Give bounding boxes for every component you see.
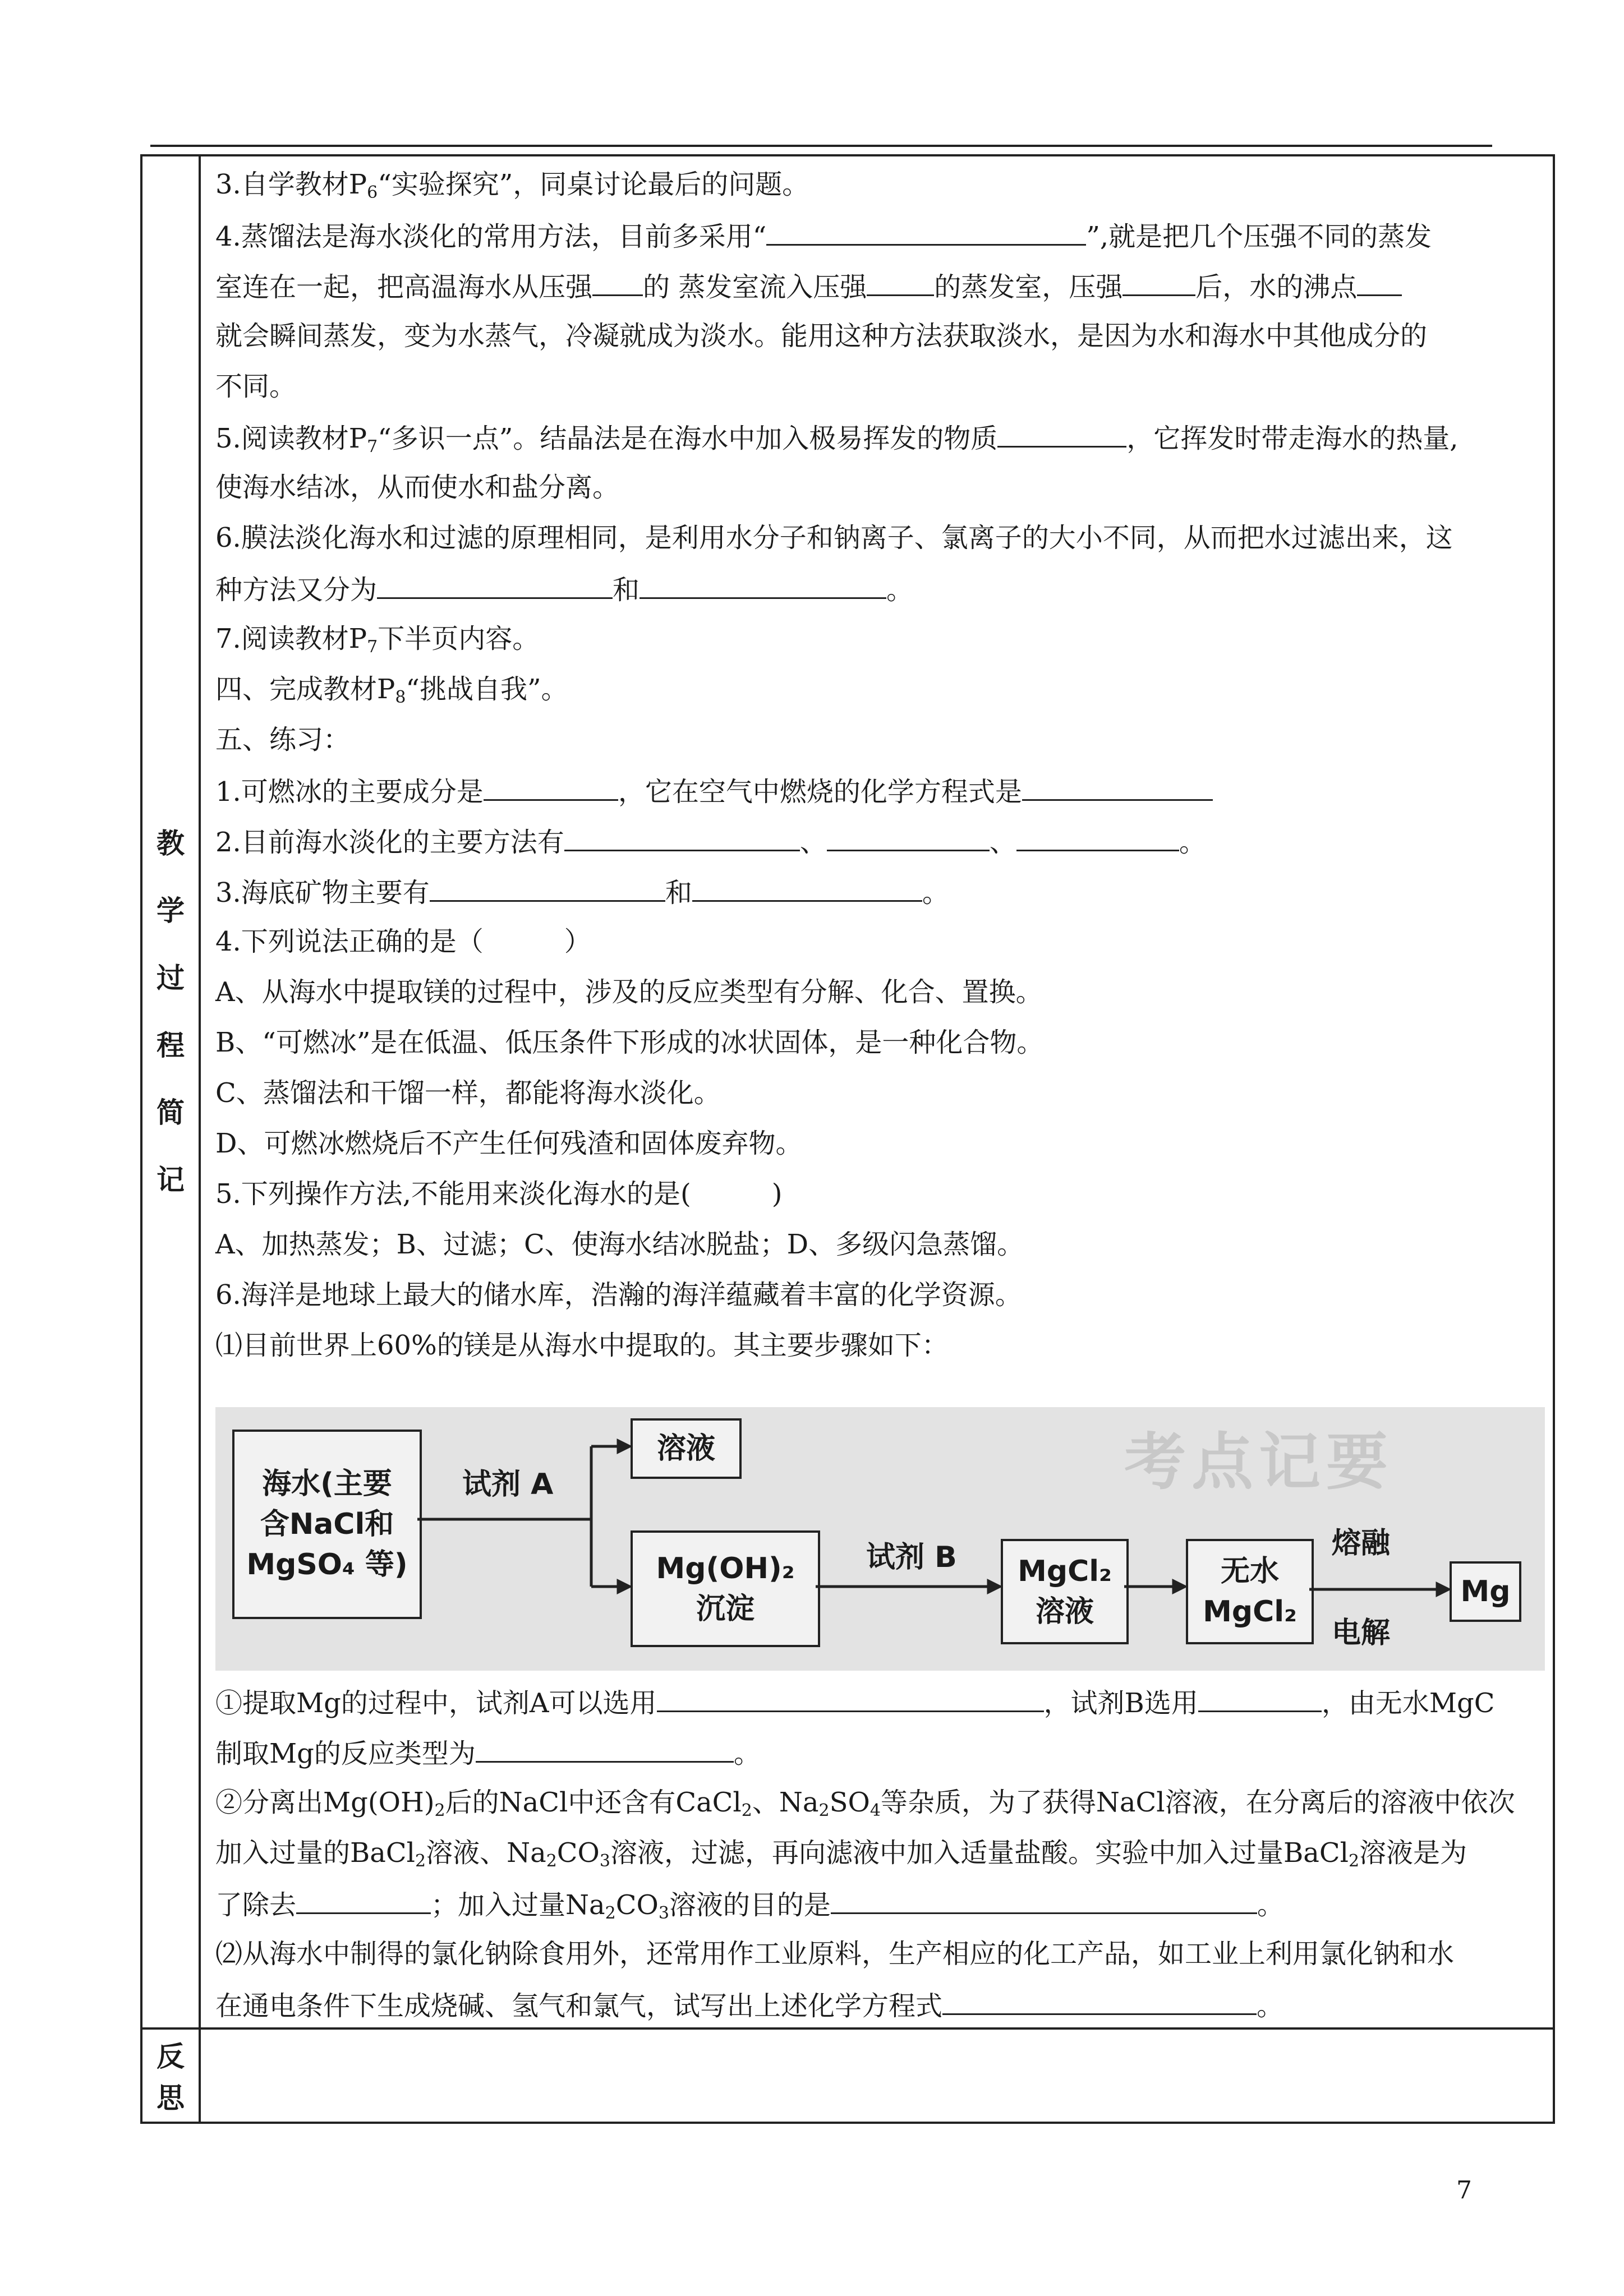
anhydrous-line-2: MgCl₂ [1203, 1595, 1297, 1629]
item-4-cont3: 不同。 [215, 371, 297, 402]
row-divider [142, 2027, 1553, 2030]
answer-blank[interactable] [377, 571, 613, 599]
item-5: 5.阅读教材$P_7“$多识一点”。结晶法是在海水中加入极易挥发的物质 ，它挥发时带走海水的热量, [215, 420, 1459, 464]
answer-blank[interactable] [867, 269, 934, 296]
answer-blank[interactable] [831, 1887, 1257, 1914]
reagent-a-label: 试剂 A [462, 1468, 554, 1501]
answer-blank[interactable] [997, 420, 1126, 448]
mgcl2-solution-line-1: MgCl₂ [1018, 1555, 1112, 1588]
magnesium-flowchart [215, 1407, 1545, 1671]
process-label-cell [142, 156, 201, 2030]
option-d: D、可燃冰燃烧后不产生任何残渣和固体废弃物。 [215, 1128, 803, 1159]
worksheet-table [140, 154, 1555, 2124]
question-6-1-1-cont: 制取Mg的反应类型为 。 [215, 1735, 761, 1771]
exercise-3: 3.海底矿物主要有 和 。 [215, 874, 949, 910]
answer-blank[interactable] [692, 874, 922, 902]
answer-blank[interactable] [476, 1735, 734, 1763]
page-number: 7 [1456, 2176, 1472, 2205]
side-char-2: 学 [157, 895, 185, 927]
answer-blank[interactable] [564, 824, 800, 851]
item-4-cont: 室连在一起，把高温海水从压强 的 蒸发室流入压强 的蒸发室，压强 后，水的沸点 [215, 269, 1402, 304]
reflection-char-2: 思 [157, 2082, 185, 2114]
answer-blank[interactable] [1122, 269, 1195, 296]
header-rule [150, 145, 1492, 147]
option-c: C、蒸馏法和干馏一样，都能将海水淡化。 [215, 1077, 721, 1109]
side-char-1: 教 [157, 827, 185, 860]
flowchart-background-text: 考点记要 [1124, 1426, 1393, 1498]
side-char-3: 过 [157, 962, 185, 994]
question-6-1-1: ①提取Mg的过程中，试剂A可以选用 ，试剂B选用 ，由无水MgC [215, 1685, 1494, 1720]
seawater-line-2: 含NaCl和 [260, 1507, 394, 1541]
option-a: A、从海水中提取镁的过程中，涉及的反应类型有分解、化合、置换。 [215, 976, 1043, 1008]
item-7: 7.阅读教材$P_7$下半页内容。 [215, 623, 540, 657]
exercise-1: 1.可燃冰的主要成分是 ，它在空气中燃烧的化学方程式是 [215, 773, 1213, 809]
answer-blank[interactable] [430, 874, 665, 902]
reflection-label-cell [142, 2030, 201, 2122]
flowchart-arrows [215, 1407, 1545, 1671]
mgcl2-solution-line-2: 溶液 [1035, 1595, 1094, 1629]
melt-label: 熔融 [1332, 1527, 1391, 1560]
mgoh2-line-2: 沉淀 [696, 1592, 755, 1626]
seawater-line-3: MgSO₄ 等) [246, 1548, 408, 1582]
answer-blank[interactable] [1198, 1685, 1322, 1712]
mg-box: Mg [1450, 1561, 1521, 1622]
mgoh2-line-1: Mg(OH)₂ [656, 1552, 795, 1585]
exercise-6-part-1: ⑴目前世界上60%的镁是从海水中提取的。其主要步骤如下： [215, 1330, 949, 1361]
reflection-char-1: 反 [157, 2040, 185, 2073]
anhydrous-line-1: 无水 [1220, 1555, 1279, 1588]
answer-blank[interactable] [766, 218, 1086, 246]
solution-box: 溶液 [631, 1418, 742, 1479]
side-char-5: 简 [157, 1096, 185, 1129]
section-5-title: 五、练习： [215, 724, 351, 755]
question-6-1-2-cont2: 了除去 ；加入过量$Na_2CO_3$溶液的目的是 。 [215, 1887, 1284, 1930]
seawater-line-1: 海水(主要 [262, 1467, 392, 1501]
question-6-2: ⑵从海水中制得的氯化钠除食用外，还常用作工业原料，生产相应的化工产品，如工业上利用氯化钠和水 [215, 1938, 1455, 1970]
answer-blank[interactable] [1022, 773, 1213, 801]
item-3: 3.自学教材$P_6“$实验探究”，同桌讨论最后的问题。 [215, 169, 809, 202]
side-char-4: 程 [157, 1029, 185, 1062]
item-4: 4.蒸馏法是海水淡化的常用方法，目前多采用“ ”,就是把几个压强不同的蒸发 [215, 218, 1432, 253]
item-6: 6.膜法淡化海水和过滤的原理相同，是利用水分子和钠离子、氯离子的大小不同，从而把水过滤出来，这 [215, 522, 1453, 554]
answer-blank[interactable] [1016, 824, 1179, 851]
answer-blank[interactable] [657, 1685, 1044, 1712]
exercise-2: 2.目前海水淡化的主要方法有 、 、 。 [215, 824, 1206, 859]
option-b: B、“可燃冰”是在低温、低压条件下形成的冰状固体，是一种化合物。 [215, 1027, 1044, 1058]
electrolysis-label: 电解 [1332, 1616, 1391, 1650]
answer-blank[interactable] [484, 773, 618, 801]
answer-blank[interactable] [640, 571, 886, 599]
answer-blank[interactable] [592, 269, 643, 296]
question-6-1-2-cont: 加入过量的BaCl$_2$溶液、$Na_2CO_3$溶液，过滤，再向滤液中加入适量盐酸。实验中加入过量BaCl$_2$溶液是为 [215, 1837, 1467, 1871]
item-6-cont: 种方法又分为 和 。 [215, 571, 913, 607]
reagent-b-label: 试剂 B [866, 1541, 957, 1574]
exercise-5-options: A、加热蒸发；B、过滤；C、使海水结冰脱盐；D、多级闪急蒸馏。 [215, 1229, 1024, 1260]
answer-blank[interactable] [827, 824, 990, 851]
exercise-4: 4.下列说法正确的是（ ） [215, 926, 591, 957]
exercise-6: 6.海洋是地球上最大的储水库，浩瀚的海洋蕴藏着丰富的化学资源。 [215, 1279, 1022, 1311]
side-char-6: 记 [157, 1164, 185, 1196]
answer-blank[interactable] [1357, 269, 1402, 296]
item-4-cont2: 就会瞬间蒸发，变为水蒸气，冷凝就成为淡水。能用这种方法获取淡水，是因为水和海水中其他成分的 [215, 320, 1428, 352]
answer-blank[interactable] [942, 1988, 1257, 2015]
section-4: 四、完成教材$P_8“$挑战自我”。 [215, 674, 568, 707]
exercise-5: 5.下列操作方法,不能用来淡化海水的是( ) [215, 1178, 783, 1210]
answer-blank[interactable] [296, 1887, 431, 1914]
item-5-cont: 使海水结冰，从而使水和盐分离。 [215, 472, 620, 503]
question-6-1-2: ②分离出$Mg(OH)_2$后的NaCl中还含有CaCl$_2$、$Na_2SO_4$等杂质，为了获得NaCl溶液，在分离后的溶液中依次 [215, 1787, 1515, 1820]
question-6-2-cont: 在通电条件下生成烧碱、氢气和氯气，试写出上述化学方程式 。 [215, 1988, 1283, 2023]
